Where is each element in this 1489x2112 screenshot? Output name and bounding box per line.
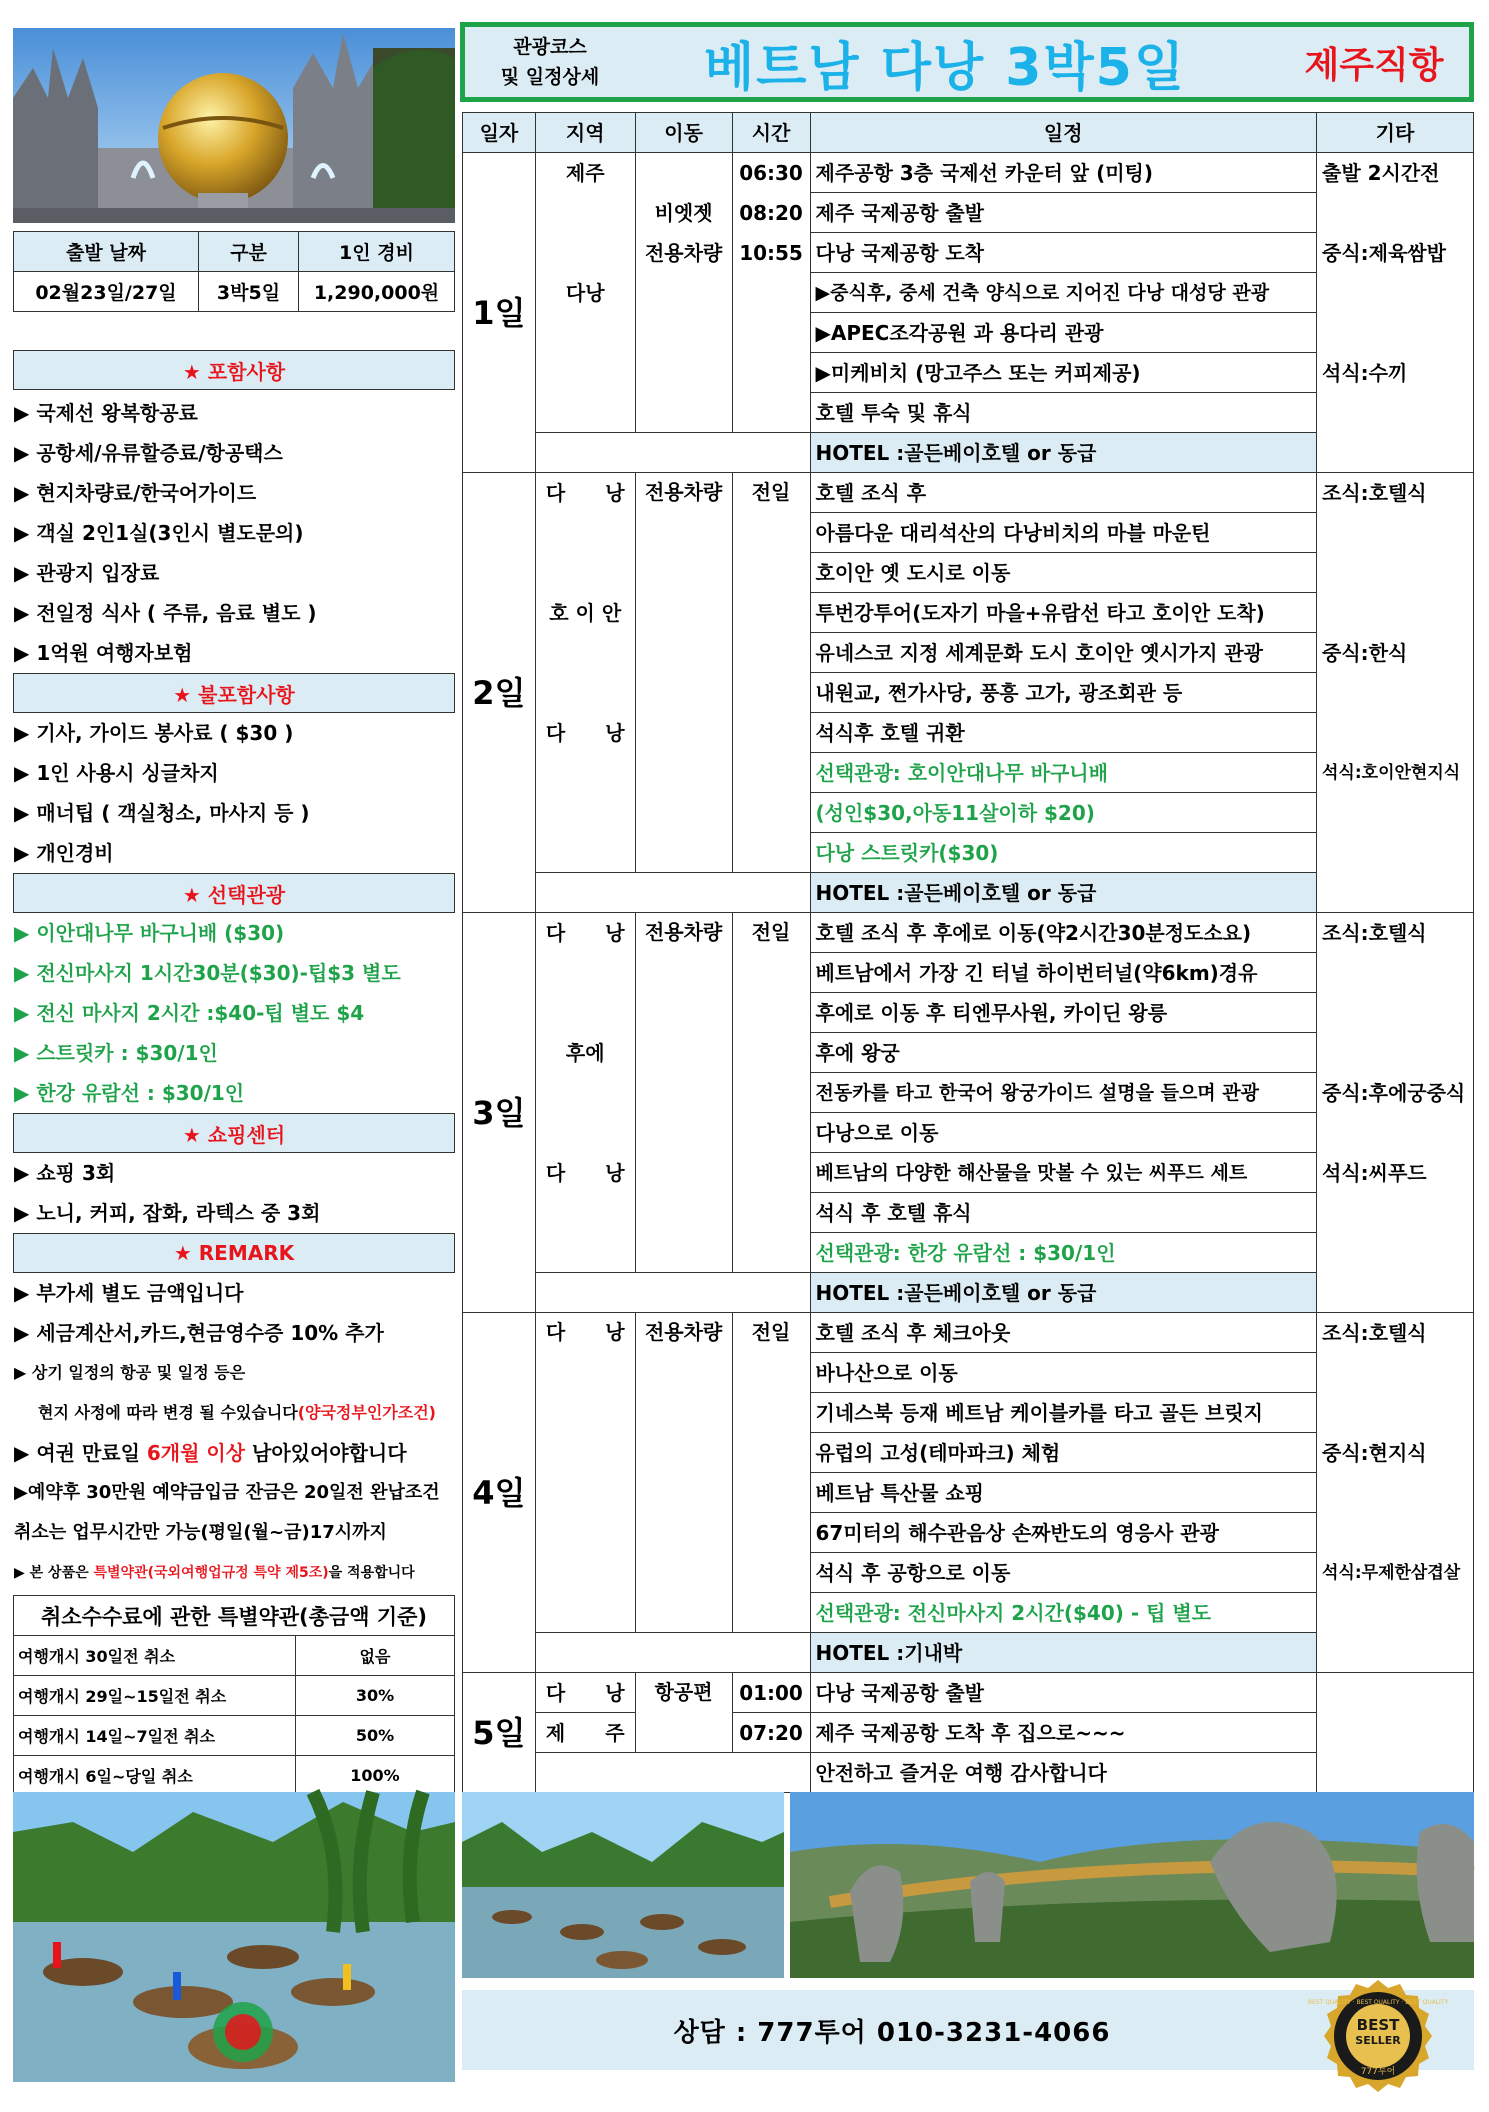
hotel-info: HOTEL :골든베이호텔 or 동급 xyxy=(810,873,1317,913)
optional-tour-item: ▶ 한강 유람선 : $30/1인 xyxy=(14,1081,245,1105)
region-text: 다 낭 xyxy=(545,921,625,945)
note-text: 석식:수끼 xyxy=(1322,361,1408,385)
note-text: 석식:무제한삼겹살 xyxy=(1322,1563,1461,1583)
hotel-info: HOTEL :골든베이호텔 or 동급 xyxy=(810,1273,1317,1313)
course-label xyxy=(465,27,635,97)
fee-table xyxy=(13,231,455,312)
excluded-item: ▶ 기사, 가이드 봉사료 ( $30 ) xyxy=(14,721,294,745)
header-time: 시간 xyxy=(732,113,810,153)
deposit-note: ▶예약후 30만원 예약금입금 잔금은 20일전 완납조건 xyxy=(14,1482,440,1503)
schedule-item: ▶미케비치 (망고주스 또는 커피제공) xyxy=(810,353,1317,393)
region-text: 제 주 xyxy=(535,1713,635,1753)
schedule-item: 다낭 국제공항 출발 xyxy=(810,1673,1317,1713)
header-transport: 이동 xyxy=(635,113,732,153)
schedule-item: 석식 후 호텔 휴식 xyxy=(810,1193,1317,1233)
terms-a: ▶ 본 상품은 xyxy=(14,1565,94,1581)
region-text: 다낭 xyxy=(565,281,605,305)
special-terms-note xyxy=(14,1553,460,1593)
excluded-header: ★ 불포함사항 xyxy=(13,673,455,713)
day2-transport: 전용차량 xyxy=(635,473,732,873)
cancel-fee: 100% xyxy=(296,1756,455,1796)
shopping-item: ▶ 쇼핑 3회 xyxy=(14,1161,116,1185)
schedule-item: 후에 왕궁 xyxy=(810,1033,1317,1073)
day4-region: 다 낭 xyxy=(535,1313,635,1633)
day-label: 5일 xyxy=(463,1673,536,1793)
schedule-item: 베트남에서 가장 긴 터널 하이번터널(약6km)경유 xyxy=(810,953,1317,993)
cancel-period: 여행개시 6일~당일 취소 xyxy=(14,1756,296,1796)
cancel-table-title: 취소수수료에 관한 특별약관(총금액 기준) xyxy=(14,1596,455,1636)
schedule-item: 내원교, 쩐가사당, 풍흥 고가, 광조회관 등 xyxy=(810,673,1317,713)
time-text: 10:55 xyxy=(739,241,803,265)
header-notes: 기타 xyxy=(1317,113,1474,153)
optional-tour-item: ▶ 전신마사지 1시간30분($30)-팁$3 별도 xyxy=(14,961,401,985)
note-text: 중식:제육쌈밥 xyxy=(1322,241,1446,265)
schedule-item: 유네스코 지정 세계문화 도시 호이안 옛시가지 관광 xyxy=(810,633,1317,673)
optional-tour-item: 선택관광: 호이안대나무 바구니배 xyxy=(810,753,1317,793)
region-text: 호 이 안 xyxy=(549,601,622,625)
schedule-item: 바나산으로 이동 xyxy=(810,1353,1317,1393)
itinerary-table xyxy=(462,112,1474,1793)
schedule-item: 제주공항 3층 국제선 카운터 앞 (미팅) xyxy=(810,153,1317,193)
cancel-fee: 30% xyxy=(296,1676,455,1716)
optional-tour-item: 선택관광: 전신마사지 2시간($40) - 팁 별도 xyxy=(810,1593,1317,1633)
note-text: 조식:호텔식 xyxy=(1322,481,1427,505)
schedule-item: 제주 국제공항 도착 후 집으로~~~ xyxy=(810,1713,1317,1753)
day4-transport: 전용차량 xyxy=(635,1313,732,1633)
schedule-change-text: 현지 사정에 따라 변경 될 수있습니다 xyxy=(38,1403,298,1422)
included-item: ▶ 공항세/유류할증료/항공택스 xyxy=(14,441,283,465)
table-row xyxy=(14,1716,455,1756)
cancel-fee: 50% xyxy=(296,1716,455,1756)
schedule-item: 호텔 조식 후 체크아웃 xyxy=(810,1313,1317,1353)
day-label: 2일 xyxy=(463,473,536,913)
note-text: 중식:후에궁중식 xyxy=(1322,1081,1466,1105)
table-row xyxy=(463,1313,1474,1353)
badge-777tour: 777투어 xyxy=(1360,2067,1396,2077)
optional-tour-header: ★ 선택관광 xyxy=(13,873,455,913)
photo-basket-boats xyxy=(13,1792,455,2082)
schedule-item: 아름다운 대리석산의 다낭비치의 마블 마운틴 xyxy=(810,513,1317,553)
shopping-header: ★ 쇼핑센터 xyxy=(13,1113,455,1153)
note-text: 출발 2시간전 xyxy=(1322,161,1440,185)
page-title: 베트남 다낭 3박5일 xyxy=(703,37,1187,98)
terms-b: 을 적용합니다 xyxy=(328,1565,415,1581)
optional-tour-item: 다낭 스트릿카($30) xyxy=(810,833,1317,873)
excluded-item: ▶ 매너팁 ( 객실청소, 마사지 등 ) xyxy=(14,801,310,825)
region-text: 다 낭 xyxy=(535,1673,635,1713)
schedule-item: 투번강투어(도자기 마을+유람선 타고 호이안 도착) xyxy=(810,593,1317,633)
note-text: 조식:호텔식 xyxy=(1322,921,1427,945)
course-label-line2: 및 일정상세 xyxy=(500,66,600,88)
day2-time: 전일 xyxy=(732,473,810,873)
terms-red: 특별약관(국외여행업규정 특약 제5조) xyxy=(93,1565,329,1581)
optional-tour-item: ▶ 전신 마사지 2시간 :$40-팁 별도 $4 xyxy=(14,1001,365,1025)
table-row xyxy=(463,913,1474,953)
note-text: 중식:현지식 xyxy=(1322,1441,1427,1465)
cancel-hours-note: 취소는 업무시간만 가능(평일(월~금)17시까지 xyxy=(14,1522,387,1543)
time-text: 01:00 xyxy=(732,1673,810,1713)
remark-header: ★ REMARK xyxy=(13,1233,455,1273)
photo-sunworld-castle xyxy=(13,28,455,223)
schedule-item: 제주 국제공항 출발 xyxy=(810,193,1317,233)
schedule-item: ▶중식후, 중세 건축 양식으로 지어진 다낭 대성당 관광 xyxy=(810,273,1317,313)
table-row xyxy=(14,1756,455,1796)
day-label: 4일 xyxy=(463,1313,536,1673)
closing-message: 안전하고 즐거운 여행 감사합니다 xyxy=(810,1753,1317,1793)
fee-header-price: 1인 경비 xyxy=(299,232,455,272)
day1-transport xyxy=(635,153,732,433)
schedule-item: 석식후 호텔 귀환 xyxy=(810,713,1317,753)
region-text: 다 낭 xyxy=(545,1161,625,1185)
schedule-change-note: ▶ 상기 일정의 항공 및 일정 등은 xyxy=(14,1363,246,1382)
fee-header-type: 구분 xyxy=(199,232,299,272)
table-row xyxy=(463,153,1474,193)
table-row xyxy=(463,473,1474,513)
cancel-table-title-row xyxy=(14,1596,455,1636)
optional-tour-item: 선택관광: 한강 유람선 : $30/1인 xyxy=(810,1233,1317,1273)
header-schedule: 일정 xyxy=(810,113,1317,153)
day4-notes xyxy=(1317,1313,1474,1673)
included-item: ▶ 현지차량료/한국어가이드 xyxy=(14,481,257,505)
included-header: ★ 포함사항 xyxy=(13,350,455,390)
photo-river-boats xyxy=(462,1792,784,1978)
day3-notes xyxy=(1317,913,1474,1313)
schedule-item: 전동카를 타고 한국어 왕궁가이드 설명을 들으며 관광 xyxy=(810,1073,1317,1113)
included-item: ▶ 관광지 입장료 xyxy=(14,561,160,585)
photo-golden-bridge xyxy=(790,1792,1474,1978)
passport-note-red: 6개월 이상 xyxy=(146,1441,246,1465)
schedule-item: 호이안 옛 도시로 이동 xyxy=(810,553,1317,593)
note-text: 조식:호텔식 xyxy=(1322,1321,1427,1345)
included-item: ▶ 객실 2인1실(3인시 별도문의) xyxy=(14,521,304,545)
schedule-item: 호텔 조식 후 xyxy=(810,473,1317,513)
cancel-period: 여행개시 30일전 취소 xyxy=(14,1636,296,1676)
cancel-period: 여행개시 14일~7일전 취소 xyxy=(14,1716,296,1756)
cancellation-fee-table xyxy=(13,1595,455,1796)
schedule-item: ▶APEC조각공원 과 용다리 관광 xyxy=(810,313,1317,353)
transport-text: 전용차량 xyxy=(644,241,723,265)
direct-flight-label: 제주직항 xyxy=(1304,44,1444,86)
header-region: 지역 xyxy=(535,113,635,153)
trip-type: 3박5일 xyxy=(199,272,299,312)
departure-dates: 02월23일/27일 xyxy=(14,272,199,312)
schedule-item: 후에로 이동 후 티엔무사원, 카이딘 왕릉 xyxy=(810,993,1317,1033)
itinerary-header-row xyxy=(463,113,1474,153)
schedule-item: 호텔 조식 후 후에로 이동(약2시간30분정도소요) xyxy=(810,913,1317,953)
price-per-person: 1,290,000원 xyxy=(299,272,455,312)
day1-region xyxy=(535,153,635,433)
fee-table-row xyxy=(14,272,455,312)
schedule-item: 다낭 국제공항 도착 xyxy=(810,233,1317,273)
schedule-item: 호텔 투숙 및 휴식 xyxy=(810,393,1317,433)
region-text: 다 낭 xyxy=(545,481,625,505)
schedule-item: 다낭으로 이동 xyxy=(810,1113,1317,1153)
best-seller-badge xyxy=(1307,1978,1449,2096)
badge-seller: SELLER xyxy=(1355,2034,1401,2047)
badge-best: BEST xyxy=(1356,2016,1400,2034)
schedule-item: 석식 후 공항으로 이동 xyxy=(810,1553,1317,1593)
contact-info: 상담 : 777투어 010-3231-4066 xyxy=(673,2017,1111,2048)
time-text: 07:20 xyxy=(732,1713,810,1753)
schedule-item: 67미터의 해수관음상 손짜반도의 영응사 관광 xyxy=(810,1513,1317,1553)
cancel-period: 여행개시 29일~15일전 취소 xyxy=(14,1676,296,1716)
included-item: ▶ 1억원 여행자보험 xyxy=(14,641,193,665)
region-text: 후에 xyxy=(565,1041,605,1065)
passport-note xyxy=(14,1433,460,1473)
cancel-fee: 없음 xyxy=(296,1636,455,1676)
schedule-item: 기네스북 등재 베트남 케이블카를 타고 골든 브릿지 xyxy=(810,1393,1317,1433)
note-text: 석식:호이안현지식 xyxy=(1322,763,1461,783)
schedule-item: 베트남 특산물 쇼핑 xyxy=(810,1473,1317,1513)
badge-ring-text: BEST QUALITY · BEST QUALITY · BEST QUALITY xyxy=(1307,1999,1449,2006)
day-label: 1일 xyxy=(463,153,536,473)
excluded-item: ▶ 개인경비 xyxy=(14,841,114,865)
government-condition-text: (양국정부인가조건) xyxy=(297,1403,436,1422)
day-label: 3일 xyxy=(463,913,536,1313)
fee-header-date: 출발 날짜 xyxy=(14,232,199,272)
day1-notes xyxy=(1317,153,1474,473)
remark-item: ▶ 부가세 별도 금액입니다 xyxy=(14,1281,244,1305)
excluded-item: ▶ 1인 사용시 싱글차지 xyxy=(14,761,219,785)
time-text: 08:20 xyxy=(739,201,803,225)
region-text: 제주 xyxy=(565,161,605,185)
shopping-item: ▶ 노니, 커피, 잡화, 라텍스 중 3회 xyxy=(14,1201,321,1225)
optional-tour-item: ▶ 이안대나무 바구니배 ($30) xyxy=(14,921,285,945)
included-item: ▶ 전일정 식사 ( 주류, 음료 별도 ) xyxy=(14,601,317,625)
schedule-item: 유럽의 고성(테마파크) 체험 xyxy=(810,1433,1317,1473)
fee-table-header xyxy=(14,232,455,272)
region-text: 다 낭 xyxy=(545,721,625,745)
day3-time: 전일 xyxy=(732,913,810,1273)
course-label-line1: 관광코스 xyxy=(513,36,587,58)
optional-tour-item: ▶ 스트릿카 : $30/1인 xyxy=(14,1041,218,1065)
time-text: 06:30 xyxy=(739,161,803,185)
hotel-info: HOTEL :기내박 xyxy=(810,1633,1317,1673)
day4-time: 전일 xyxy=(732,1313,810,1633)
note-text: 중식:한식 xyxy=(1322,641,1408,665)
table-row xyxy=(463,1673,1474,1713)
day1-times xyxy=(732,153,810,433)
note-text: 석식:씨푸드 xyxy=(1322,1161,1427,1185)
page-header xyxy=(460,22,1474,102)
day2-notes xyxy=(1317,473,1474,913)
included-item: ▶ 국제선 왕복항공료 xyxy=(14,401,198,425)
transport-text: 비엣젯 xyxy=(654,201,713,225)
day5-transport: 항공편 xyxy=(635,1673,732,1753)
day3-region xyxy=(535,913,635,1273)
day3-transport: 전용차량 xyxy=(635,913,732,1273)
remark-item: ▶ 세금계산서,카드,현금영수증 10% 추가 xyxy=(14,1321,384,1345)
header-day: 일자 xyxy=(463,113,536,153)
passport-note-b: 남아있어야합니다 xyxy=(245,1441,407,1465)
optional-tour-item: (성인$30,아동11살이하 $20) xyxy=(810,793,1317,833)
schedule-change-note-2 xyxy=(14,1393,460,1433)
day2-region xyxy=(535,473,635,873)
passport-note-a: ▶ 여권 만료일 xyxy=(14,1441,147,1465)
table-row xyxy=(14,1636,455,1676)
table-row xyxy=(14,1676,455,1716)
hotel-info: HOTEL :골든베이호텔 or 동급 xyxy=(810,433,1317,473)
schedule-item: 베트남의 다양한 해산물을 맛볼 수 있는 씨푸드 세트 xyxy=(810,1153,1317,1193)
